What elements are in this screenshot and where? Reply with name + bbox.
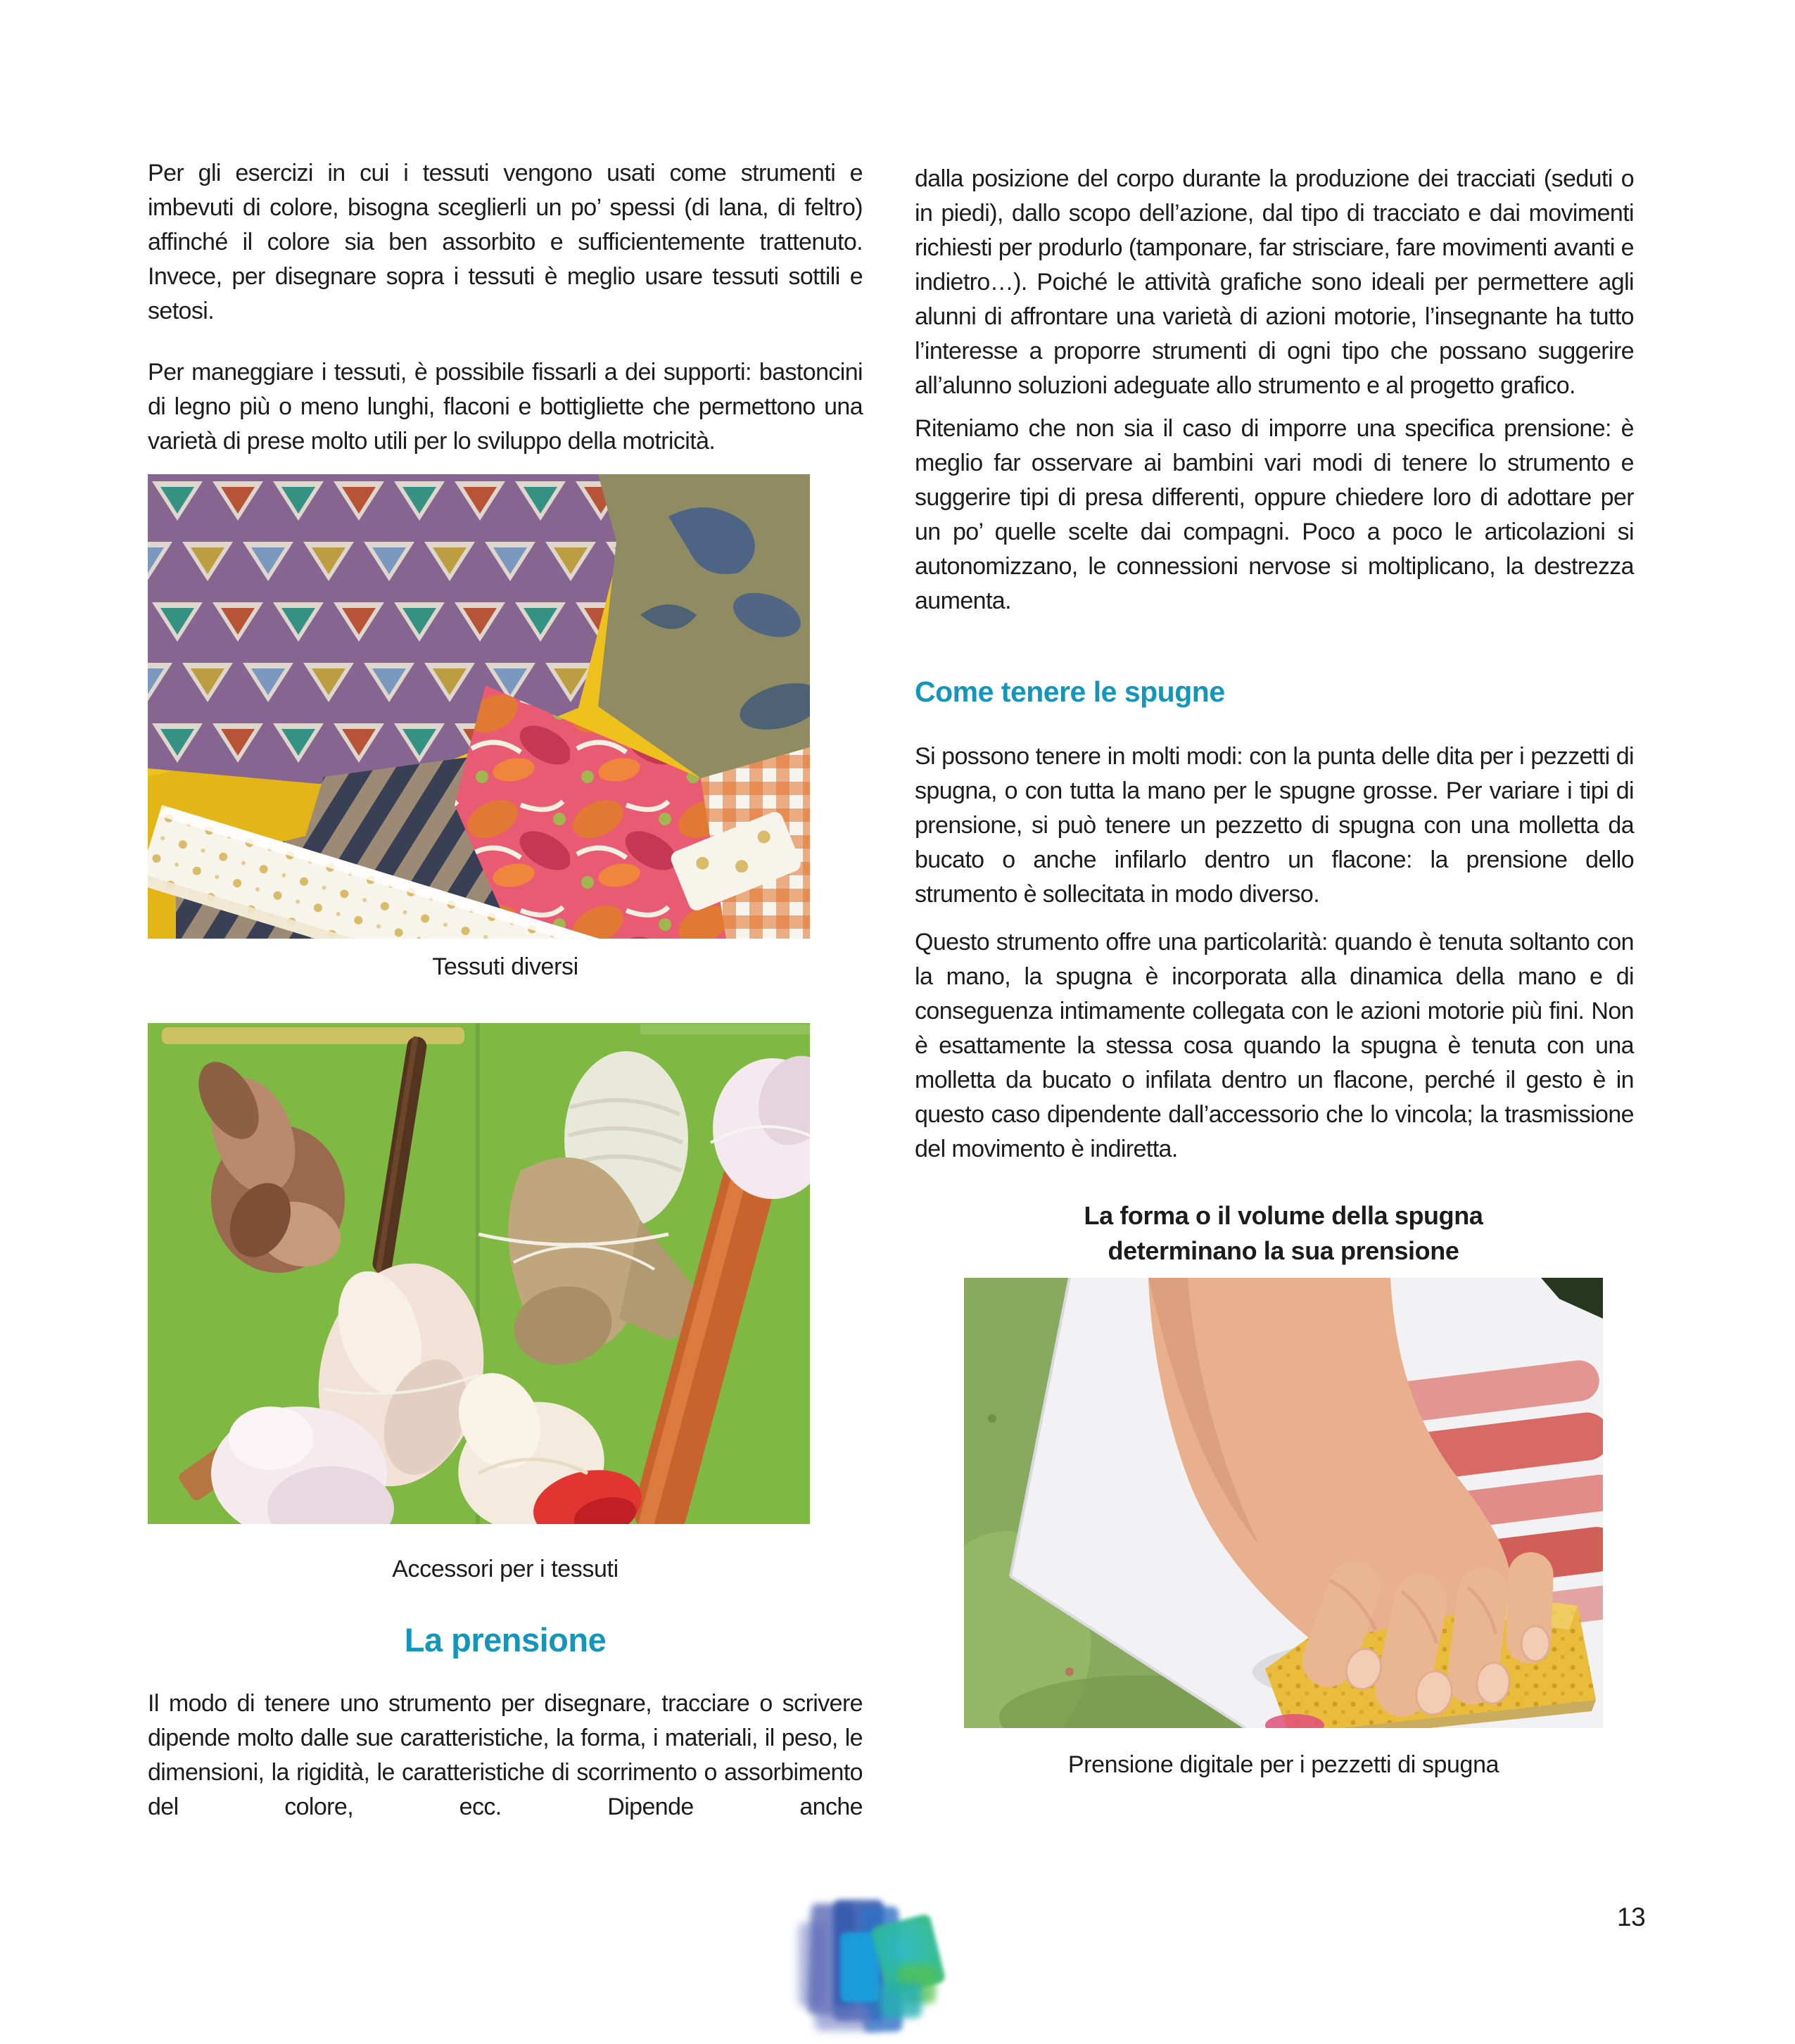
figure-bold-caption xyxy=(964,1198,1603,1269)
paragraph: Per gli esercizi in cui i tessuti vengono usati come strumenti e imbevuti di colore, bisogna sceglierli un po’ spessi (di lana, di feltro) affinché il colore sia ben assorbito e sufficientemente trattenuto. Invece, per disegnare sopra i tessuti è meglio usare tessuti sottili e setosi. xyxy=(148,160,863,324)
figure-caption: Prensione digitale per i pezzetti di spugna xyxy=(1067,1751,1499,1778)
accessories-photo xyxy=(148,1023,810,1524)
page-number: 13 xyxy=(1617,1903,1646,1931)
sponge-photo xyxy=(964,1278,1603,1728)
paragraph: Questo strumento offre una particolarità: quando è tenuta soltanto con la mano, la spugna è incorporata alla dinamica della mano e di conseguenza intimamente collegata con le azioni motorie più fini. Non è esattamente la stessa cosa quando la spugna è tenuta con una molletta da bucato o infilata dentro un flacone, perché il gesto è in questo caso dipendente dall’accessorio che lo vincola; la trasmissione del movimento è indiretta. xyxy=(915,929,1634,1162)
publisher-logo-icon xyxy=(794,1900,941,2037)
section-heading: La prensione xyxy=(404,1621,607,1658)
figure-bold-caption-line2: determinano la sua prensione xyxy=(1108,1236,1459,1265)
figure-caption: Accessori per i tessuti xyxy=(392,1556,619,1582)
paragraph: Il modo di tenere uno strumento per disegnare, tracciare o scrivere dipende molto dalle sue caratteristiche, la forma, i materiali, il peso, le dimensioni, la rigidità, le caratteristiche di scorrimento o assorbimento del colore, ecc. Dipende anche xyxy=(148,1690,863,1820)
left-column xyxy=(148,156,863,1824)
right-column xyxy=(915,162,1634,1782)
figure-caption: Tessuti diversi xyxy=(432,953,578,980)
fabrics-photo xyxy=(148,474,810,939)
paragraph: Si possono tenere in molti modi: con la punta delle dita per i pezzetti di spugna, o con tutta la mano per le spugne grosse. Per variare i tipi di prensione, si può tenere un pezzetto di spugna con una molletta da bucato o anche infilarlo dentro un flacone: la prensione dello strumento è sollecitata in modo diverso. xyxy=(915,743,1634,908)
figure-bold-caption-line1: La forma o il volume della spugna xyxy=(1084,1201,1483,1230)
sub-heading: Come tenere le spugne xyxy=(915,675,1225,708)
paragraph: Riteniamo che non sia il caso di imporre una specifica prensione: è meglio far osservare ai bambini vari modi di tenere lo strumento e suggerire tipi di presa differenti, oppure chiedere loro di adottare per un po’ quelle scelte dai compagni. Poco a poco le articolazioni si autonomizzano, le connessioni nervose si moltiplicano, la destrezza aumenta. xyxy=(915,415,1634,614)
paragraph: dalla posizione del corpo durante la produzione dei tracciati (seduti o in piedi), dallo scopo dell’azione, dal tipo di tracciato e dai movimenti richiesti per produrlo (tamponare, far strisciare, fare movimenti avanti e indietro…). Poiché le attività grafiche sono ideali per permettere agli alunni di affrontare una varietà di azioni motorie, l’insegnante ha tutto l’interesse a proporre strumenti di ogni tipo che possano suggerire all’alunno soluzioni adeguate allo strumento e al progetto grafico. xyxy=(915,165,1634,399)
paragraph: Per maneggiare i tessuti, è possibile fissarli a dei supporti: bastoncini di legno più o meno lunghi, flaconi e bottigliette che permettono una varietà di prese molto utili per lo sviluppo della motricità. xyxy=(148,359,863,455)
